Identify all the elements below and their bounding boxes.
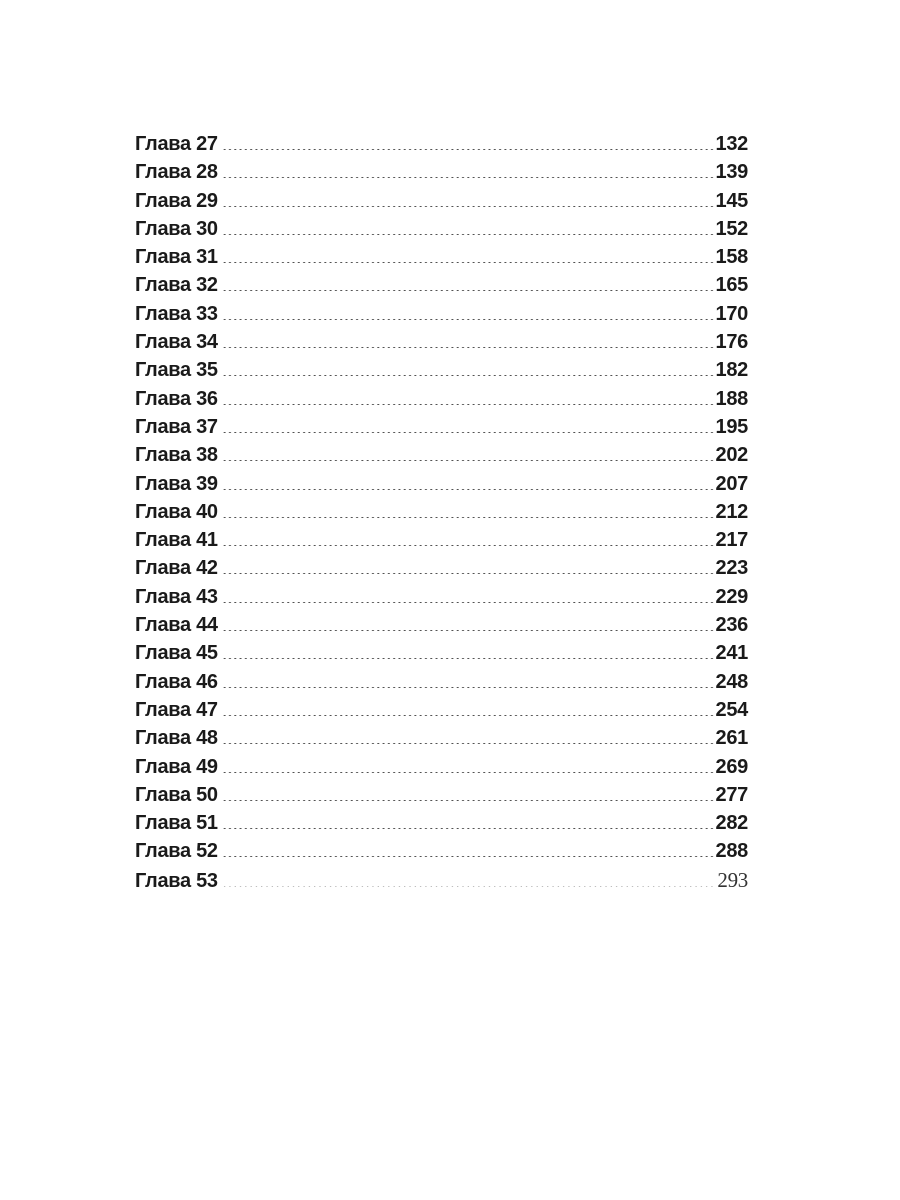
toc-dot-leader	[222, 658, 714, 659]
toc-entry-label: Глава 50	[135, 783, 218, 806]
toc-entry[interactable]	[135, 583, 748, 611]
toc-entry-label: Глава 27	[135, 133, 218, 155]
toc-entry-page: 170	[715, 302, 748, 325]
toc-entry-label: Глава 47	[135, 698, 218, 721]
toc-entry[interactable]	[135, 526, 748, 554]
toc-entry-label: Глава 39	[135, 472, 218, 495]
toc-entry[interactable]	[135, 611, 748, 639]
toc-entry-page: 145	[715, 189, 748, 212]
toc-entry[interactable]	[135, 554, 748, 582]
toc-entry-page: 207	[715, 472, 748, 495]
toc-entry[interactable]	[135, 328, 748, 356]
toc-entry[interactable]	[135, 470, 748, 498]
toc-dot-leader	[222, 404, 714, 405]
toc-entry[interactable]	[135, 215, 748, 243]
toc-entry-page: 152	[715, 217, 748, 240]
toc-dot-leader	[222, 489, 714, 490]
toc-entry-label: Глава 51	[135, 812, 218, 835]
toc-entry-label: Глава 46	[135, 670, 218, 693]
toc-dot-leader	[222, 517, 714, 518]
toc-dot-leader	[222, 262, 714, 263]
toc-entry[interactable]	[135, 639, 748, 667]
toc-dot-leader	[222, 602, 714, 603]
toc-dot-leader	[222, 234, 714, 235]
toc-entry-label: Глава 43	[135, 585, 218, 608]
toc-dot-leader	[222, 290, 714, 291]
toc-dot-leader	[222, 375, 714, 376]
toc-entry[interactable]	[135, 413, 748, 441]
toc-entry-label: Глава 34	[135, 331, 218, 354]
toc-entry-page: 195	[715, 415, 748, 438]
toc-entry-label: Глава 52	[135, 840, 218, 863]
toc-entry-label: Глава 35	[135, 359, 218, 382]
toc-dot-leader	[222, 715, 714, 716]
toc-entry-label: Глава 48	[135, 727, 218, 750]
toc-entry-page: 223	[715, 557, 748, 580]
toc-dot-leader	[222, 460, 714, 461]
toc-entry[interactable]	[135, 837, 748, 865]
toc-entry-page: 241	[715, 642, 748, 665]
toc-entry-page: 236	[715, 614, 748, 637]
toc-dot-leader	[222, 743, 714, 744]
toc-entry-page: 277	[715, 783, 748, 806]
toc-dot-leader	[222, 630, 714, 631]
toc-entry-page: 229	[715, 585, 748, 608]
toc-entry[interactable]	[135, 130, 748, 158]
toc-entry-page: 188	[715, 387, 748, 410]
toc-entry-page: 269	[715, 755, 748, 778]
toc-entry-page: 288	[715, 840, 748, 863]
toc-entry[interactable]	[135, 696, 748, 724]
toc-entry-page: 282	[715, 812, 748, 835]
toc-dot-leader	[222, 432, 714, 433]
toc-entry[interactable]	[135, 809, 748, 837]
toc-entry[interactable]	[135, 781, 748, 809]
toc-dot-leader	[222, 800, 714, 801]
toc-entry[interactable]	[135, 385, 748, 413]
toc-entry-page: 176	[715, 331, 748, 354]
toc-dot-leader	[222, 177, 714, 178]
toc-entry-page: 248	[715, 670, 748, 693]
toc-entry[interactable]	[135, 753, 748, 781]
toc-dot-leader	[222, 545, 714, 546]
toc-entry[interactable]	[135, 271, 748, 299]
toc-entry-label: Глава 53	[135, 869, 218, 892]
toc-entry-page: 212	[715, 500, 748, 523]
toc-entry-label: Глава 45	[135, 642, 218, 665]
toc-entry-label: Глава 29	[135, 189, 218, 212]
toc-entry-page: 139	[715, 161, 748, 184]
toc-entry-page: 158	[715, 246, 748, 269]
toc-entry[interactable]	[135, 498, 748, 526]
toc-entry-label: Глава 41	[135, 529, 218, 552]
toc-entry-label: Глава 40	[135, 500, 218, 523]
toc-entry[interactable]	[135, 356, 748, 384]
toc-entry[interactable]	[135, 243, 748, 271]
toc-entry[interactable]	[135, 187, 748, 215]
toc-entry[interactable]	[135, 300, 748, 328]
toc-entry-label: Глава 49	[135, 755, 218, 778]
toc-entry-label: Глава 42	[135, 557, 218, 580]
toc-entry-page: 132	[715, 133, 748, 155]
toc-dot-leader	[222, 886, 716, 887]
toc-entry-label: Глава 36	[135, 387, 218, 410]
table-of-contents	[135, 130, 748, 894]
toc-dot-leader	[222, 149, 714, 150]
toc-dot-leader	[222, 687, 714, 688]
toc-dot-leader	[222, 319, 714, 320]
toc-dot-leader	[222, 856, 714, 857]
toc-entry-page: 202	[715, 444, 748, 467]
toc-dot-leader	[222, 206, 714, 207]
toc-entry-label: Глава 28	[135, 161, 218, 184]
toc-dot-leader	[222, 573, 714, 574]
toc-entry-label: Глава 32	[135, 274, 218, 297]
toc-entry-label: Глава 30	[135, 217, 218, 240]
toc-entry-page: 217	[715, 529, 748, 552]
toc-entry-label: Глава 38	[135, 444, 218, 467]
toc-entry-label: Глава 33	[135, 302, 218, 325]
toc-dot-leader	[222, 772, 714, 773]
toc-entry-label: Глава 37	[135, 415, 218, 438]
toc-entry[interactable]	[135, 441, 748, 469]
toc-entry-label: Глава 31	[135, 246, 218, 269]
toc-entry-page: 293	[717, 867, 748, 892]
toc-entry[interactable]	[135, 724, 748, 752]
toc-dot-leader	[222, 828, 714, 829]
toc-entry-page: 182	[715, 359, 748, 382]
toc-entry-page: 261	[715, 727, 748, 750]
toc-dot-leader	[222, 347, 714, 348]
toc-entry[interactable]	[135, 158, 748, 186]
toc-entry[interactable]	[135, 668, 748, 696]
toc-entry-page: 165	[715, 274, 748, 297]
toc-entry[interactable]	[135, 866, 748, 894]
toc-entry-label: Глава 44	[135, 614, 218, 637]
toc-entry-page: 254	[715, 698, 748, 721]
